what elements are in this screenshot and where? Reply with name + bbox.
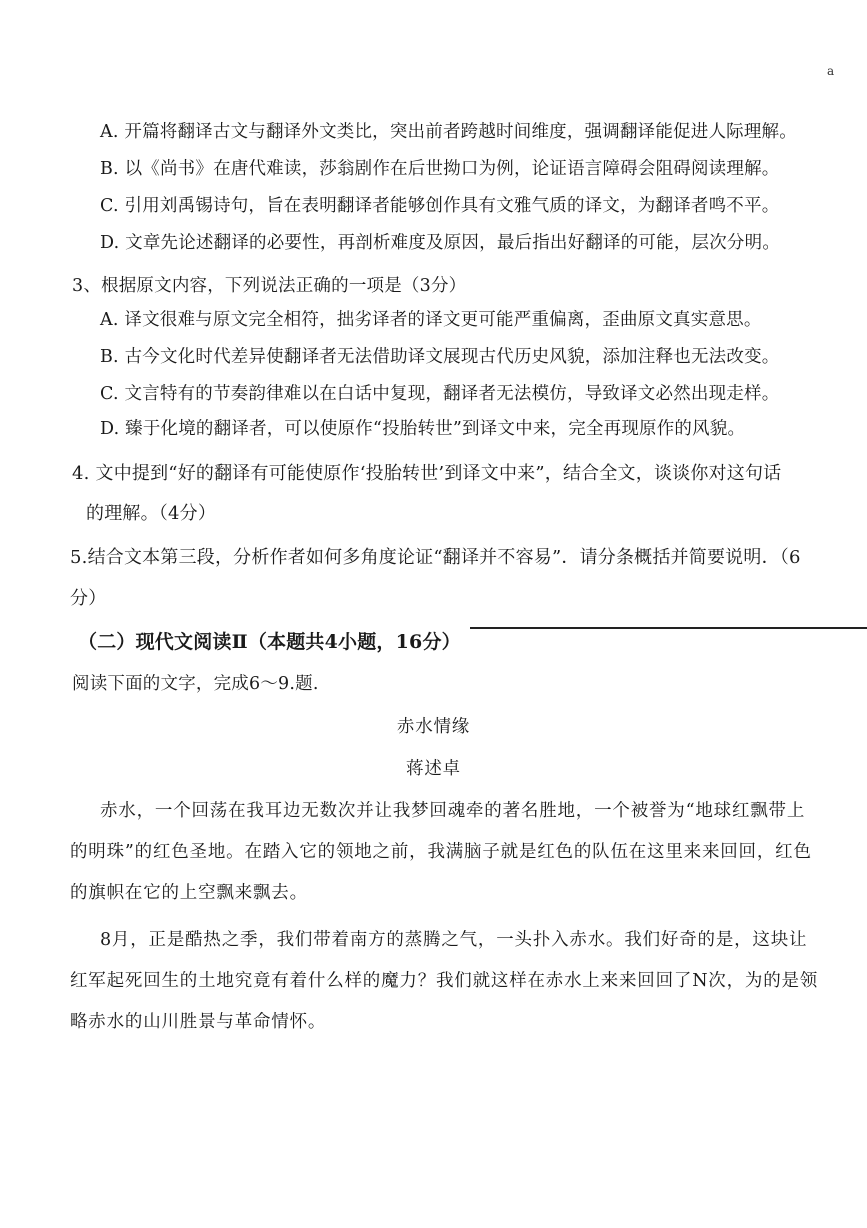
q3-option-c: C. 文言特有的节奏韵律难以在白话中复现，翻译者无法模仿，导致译文必然出现走样。 <box>100 384 780 404</box>
article-paragraph-2-line-1: 8月，正是酷热之季，我们带着南方的蒸腾之气，一头扑入赤水。我们好奇的是，这块让 <box>100 930 808 950</box>
section-divider <box>470 627 867 629</box>
q3-option-a: A. 译文很难与原文完全相符，拙劣译者的译文更可能严重偏离，歪曲原文真实意思。 <box>100 310 762 330</box>
q3-option-b: B. 古今文化时代差异使翻译者无法借助译文展现古代历史风貌，添加注释也无法改变。 <box>100 347 780 367</box>
q2-option-b: B. 以《尚书》在唐代难读，莎翁剧作在后世拗口为例，论证语言障碍会阻碍阅读理解。 <box>100 159 780 179</box>
q4-line-2: 的理解。（4分） <box>86 503 217 524</box>
article-paragraph-1-line-1: 赤水，一个回荡在我耳边无数次并让我梦回魂牵的著名胜地，一个被誉为“地球红飘带上 <box>100 801 806 821</box>
q2-option-d: D. 文章先论述翻译的必要性，再剖析难度及原因，最后指出好翻译的可能，层次分明。 <box>100 233 781 253</box>
section-heading: （二）现代文阅读Ⅱ（本题共4小题，16分） <box>78 631 461 653</box>
article-author: 蒋述卓 <box>406 759 461 779</box>
article-paragraph-2-line-2: 红军起死回生的土地究竟有着什么样的魔力？我们就这样在赤水上来来回回了N次，为的是领 <box>70 971 819 991</box>
article-paragraph-1-line-3: 的旗帜在它的上空飘来飘去。 <box>70 883 308 903</box>
corner-mark: a <box>827 64 835 78</box>
article-title: 赤水情缘 <box>396 717 471 737</box>
section-instruction: 阅读下面的文字，完成6～9.题. <box>72 674 319 694</box>
q5-line-2: 分） <box>70 588 107 609</box>
q3-stem: 3、根据原文内容，下列说法正确的一项是（3分） <box>72 276 467 296</box>
q3-option-d: D. 臻于化境的翻译者，可以使原作“投胎转世”到译文中来，完全再现原作的风貌。 <box>100 419 746 439</box>
article-paragraph-1-line-2: 的明珠”的红色圣地。在踏入它的领地之前，我满脑子就是红色的队伍在这里来来回回，红色 <box>70 842 812 862</box>
q2-option-a: A. 开篇将翻译古文与翻译外文类比，突出前者跨越时间维度，强调翻译能促进人际理解。 <box>100 122 797 142</box>
q2-option-c: C. 引用刘禹锡诗句，旨在表明翻译者能够创作具有文雅气质的译文，为翻译者鸣不平。 <box>100 196 780 216</box>
article-paragraph-2-line-3: 略赤水的山川胜景与革命情怀。 <box>70 1012 327 1032</box>
q5-line-1: 5.结合文本第三段，分析作者如何多角度论证“翻译并不容易”．请分条概括并简要说明．（6 <box>70 547 801 568</box>
q4-line-1: 4. 文中提到“好的翻译有可能使原作‘投胎转世’到译文中来”，结合全文，谈谈你对这句话 <box>72 463 782 484</box>
